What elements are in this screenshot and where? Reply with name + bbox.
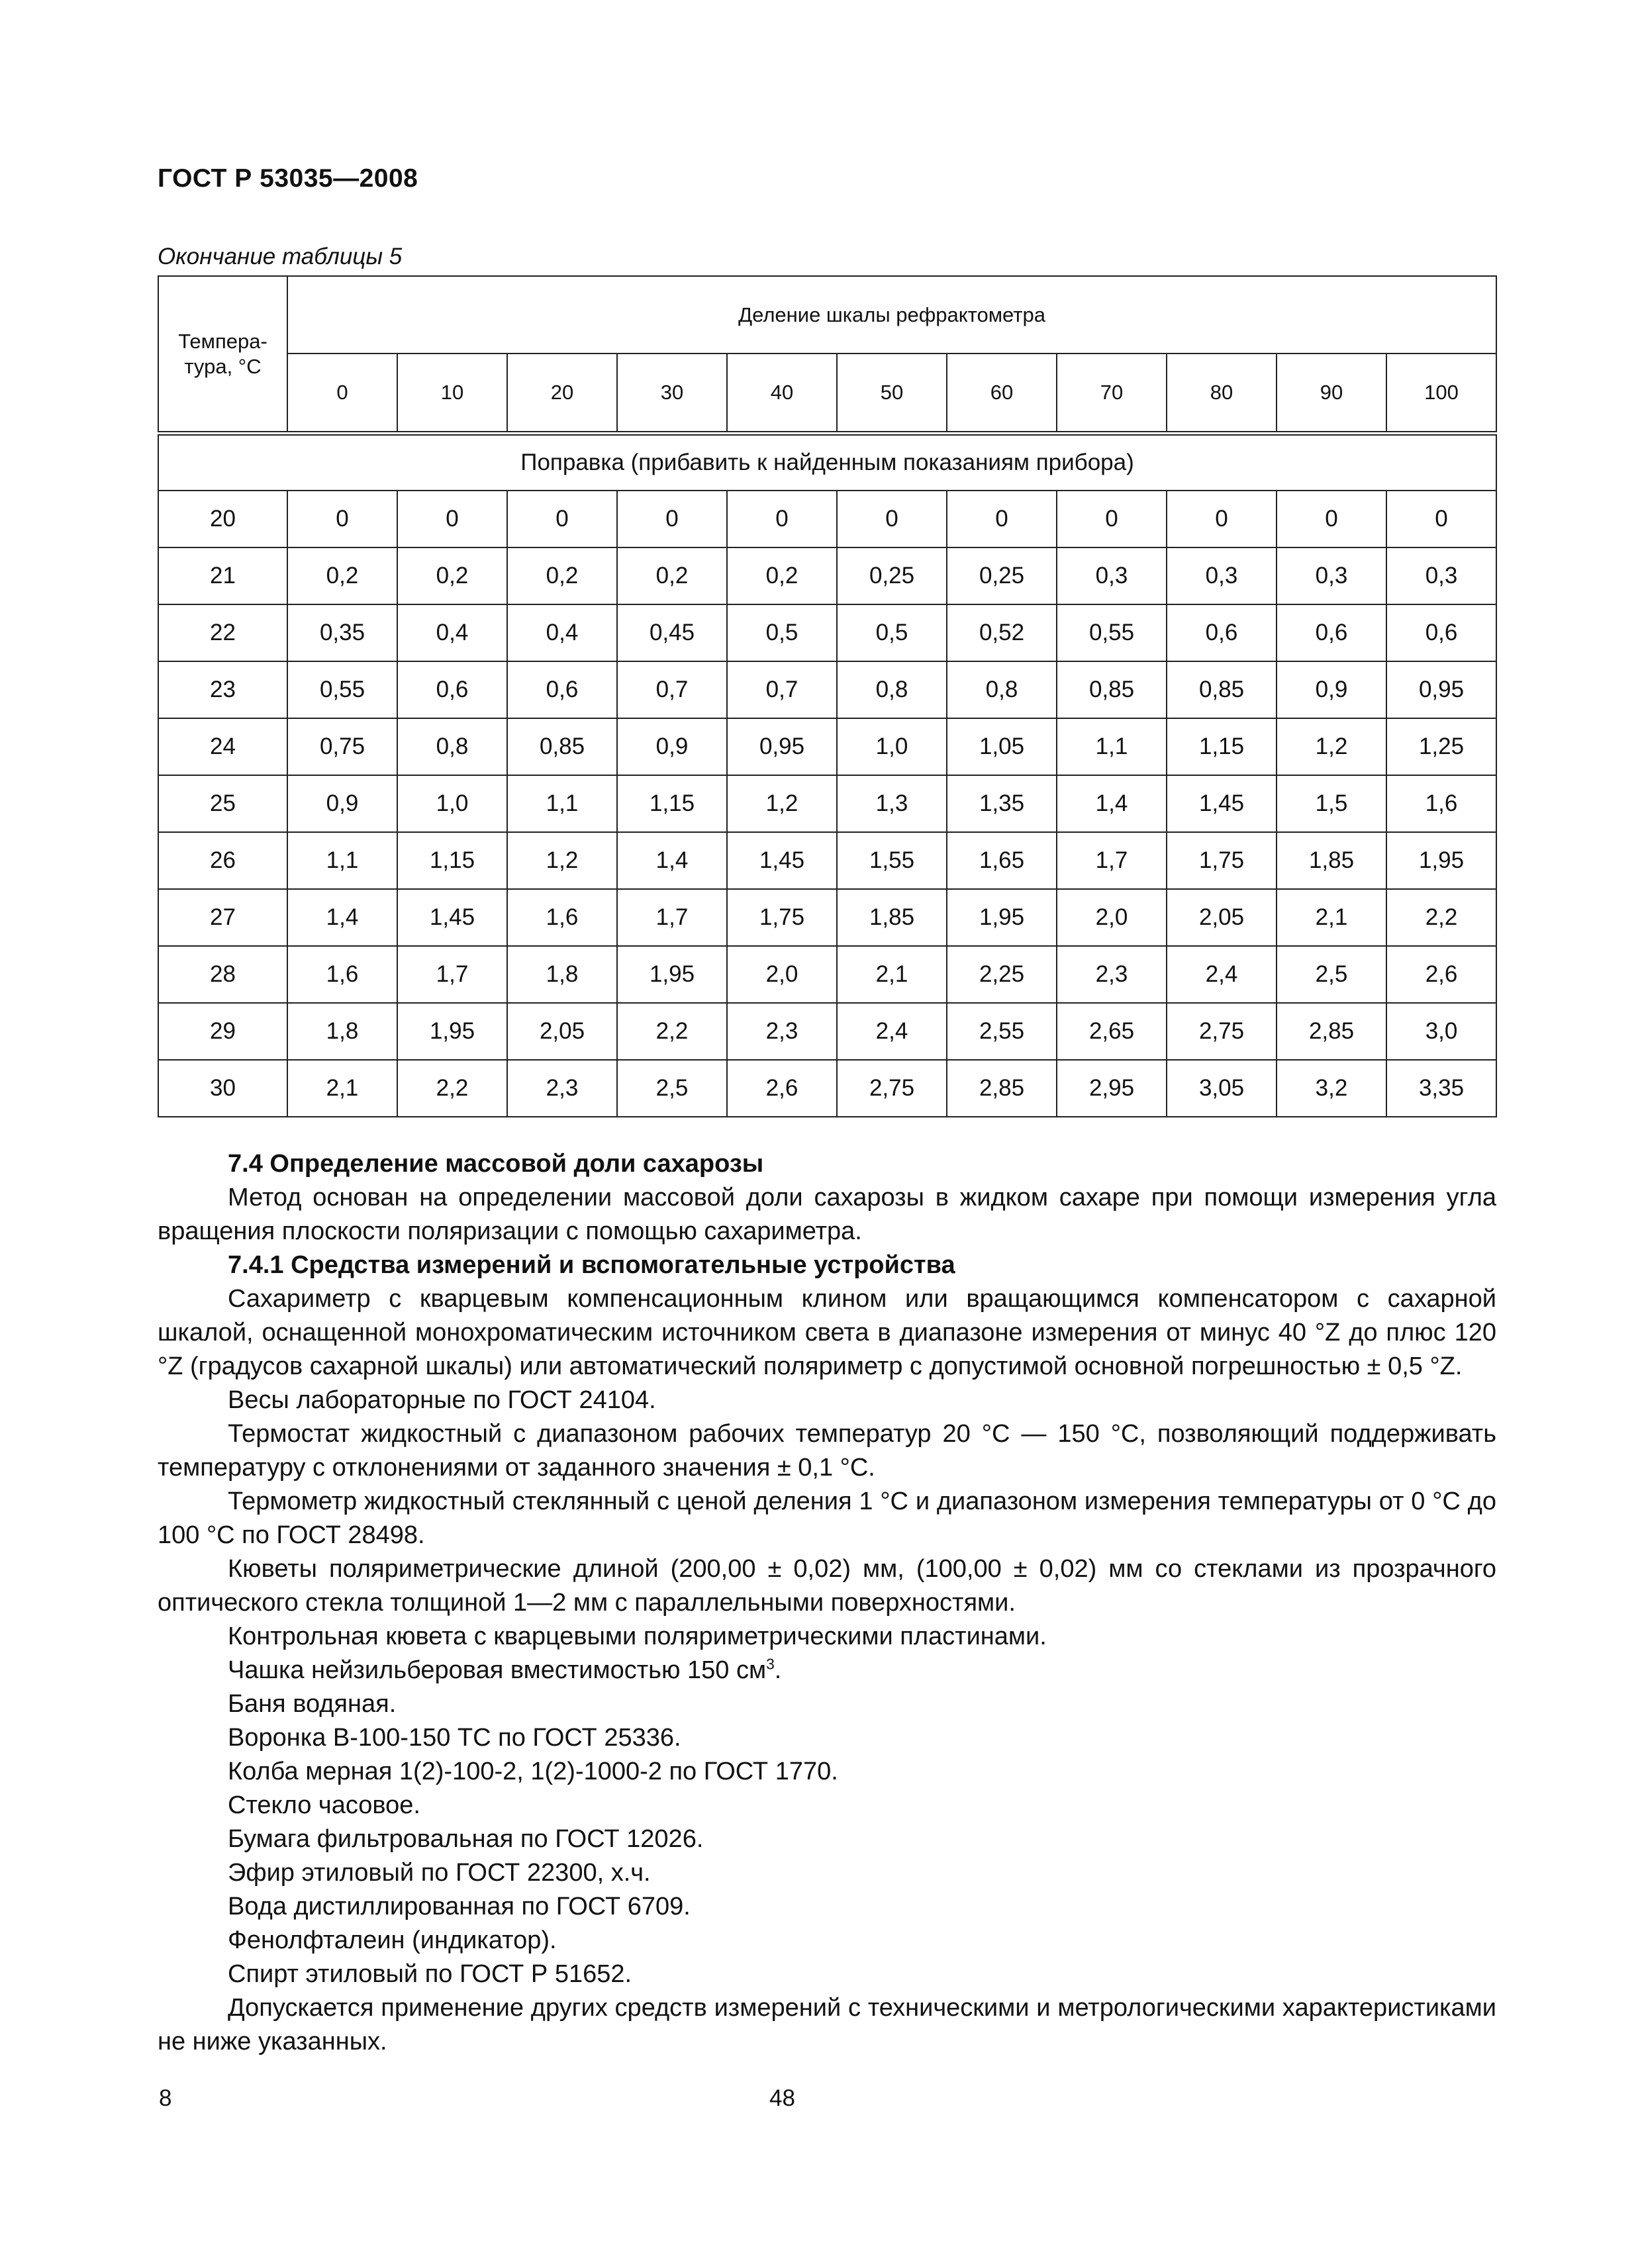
scale-values-row [158,354,1496,432]
correction-cell: 0,75 [287,718,397,775]
paragraph-paper: Бумага фильтровальная по ГОСТ 12026. [228,1825,704,1853]
refractometer-correction-table [158,275,1497,1117]
correction-cell: 0,7 [617,661,727,718]
correction-cell: 1,65 [947,832,1057,889]
correction-cell: 0,85 [507,718,617,775]
table-row [158,1060,1496,1117]
correction-cell: 1,45 [1167,775,1277,832]
correction-cell: 0,2 [287,547,397,604]
correction-cell: 1,4 [287,889,397,946]
paragraph-thermostat: Термостат жидкостный с диапазоном рабочих температур 20 °C — 150 °C, позволяющий поддерживать температуру с отклонениями от заданного значения ± 0,1 °C. [158,1420,1496,1482]
scale-division-header: Деление шкалы рефрактометра [287,276,1496,354]
correction-cell: 1,7 [397,946,507,1003]
correction-cell: 2,95 [1057,1060,1167,1117]
table-row [158,491,1496,547]
heading-7-4: 7.4 Определение массовой доли сахарозы [228,1150,764,1178]
correction-cell: 1,1 [507,775,617,832]
correction-cell: 0,25 [837,547,947,604]
correction-cell: 0 [947,491,1057,547]
correction-cell: 2,75 [837,1060,947,1117]
section-7-4 [158,1147,1496,2059]
correction-cell: 3,35 [1386,1060,1496,1117]
correction-cell: 2,2 [617,1003,727,1060]
correction-cell: 2,3 [727,1003,837,1060]
correction-cell: 0,6 [507,661,617,718]
temperature-cell: 26 [158,832,287,889]
correction-cell: 0 [837,491,947,547]
correction-cell: 1,4 [617,832,727,889]
correction-cell: 1,75 [1167,832,1277,889]
correction-cell: 3,05 [1167,1060,1277,1117]
temperature-column-header: Темпера- тура, °C [158,276,287,432]
correction-cell: 2,55 [947,1003,1057,1060]
correction-cell: 0,8 [837,661,947,718]
correction-cell: 1,95 [617,946,727,1003]
correction-cell: 0,6 [397,661,507,718]
correction-cell: 2,85 [947,1060,1057,1117]
correction-cell: 0,4 [507,604,617,661]
correction-cell: 0 [397,491,507,547]
correction-cell: 3,0 [1386,1003,1496,1060]
correction-cell: 1,45 [397,889,507,946]
correction-cell: 2,5 [617,1060,727,1117]
paragraph-cup: Чашка нейзильберовая вместимостью 150 $см^3$. [228,1655,782,1684]
correction-header: Поправка (прибавить к найденным показаниям прибора) [158,435,1496,491]
correction-cell: 2,1 [287,1060,397,1117]
correction-cell: 0 [507,491,617,547]
correction-cell: 1,1 [287,832,397,889]
correction-cell: 1,5 [1277,775,1386,832]
correction-cell: 1,25 [1386,718,1496,775]
scale-value-cell: 40 [727,354,837,432]
correction-cell: 1,95 [1386,832,1496,889]
correction-cell: 1,0 [837,718,947,775]
correction-cell: 1,2 [1277,718,1386,775]
correction-cell: 0,5 [837,604,947,661]
correction-cell: 0,95 [727,718,837,775]
paragraph-scales: Весы лабораторные по ГОСТ 24104. [228,1386,656,1414]
correction-cell: 0,25 [947,547,1057,604]
correction-cell: 2,1 [1277,889,1386,946]
correction-cell: 0,45 [617,604,727,661]
heading-7-4-1: 7.4.1 Средства измерений и вспомогательные устройства [228,1251,955,1279]
correction-cell: 0,85 [1167,661,1277,718]
paragraph-thermometer: Термометр жидкостный стеклянный с ценой деления 1 °C и диапазоном измерения температуры от 0 °C до 100 °C по ГОСТ 28498. [158,1488,1496,1549]
scale-value-cell: 100 [1386,354,1496,432]
paragraph-allowed: Допускается применение других средств измерений с техническими и метрологическими характеристиками не ниже указанных. [158,1994,1496,2055]
correction-cell: 1,0 [397,775,507,832]
correction-cell: 2,6 [727,1060,837,1117]
correction-cell: 1,1 [1057,718,1167,775]
correction-cell: 0,6 [1167,604,1277,661]
scale-value-cell: 20 [507,354,617,432]
correction-cell: 0,3 [1386,547,1496,604]
correction-cell: 1,6 [287,946,397,1003]
correction-cell: 1,15 [617,775,727,832]
temperature-cell: 21 [158,547,287,604]
correction-cell: 0 [727,491,837,547]
correction-cell: 2,0 [1057,889,1167,946]
correction-cell: 0,5 [727,604,837,661]
scale-value-cell: 0 [287,354,397,432]
temperature-cell: 27 [158,889,287,946]
correction-cell: 0 [1386,491,1496,547]
table-body [158,491,1496,1117]
scale-value-cell: 60 [947,354,1057,432]
correction-cell: 1,4 [1057,775,1167,832]
correction-cell: 2,85 [1277,1003,1386,1060]
correction-cell: 2,4 [1167,946,1277,1003]
correction-cell: 1,8 [287,1003,397,1060]
correction-cell: 0,55 [287,661,397,718]
correction-cell: 0,9 [287,775,397,832]
correction-cell: 0,3 [1277,547,1386,604]
correction-cell: 0,95 [1386,661,1496,718]
correction-cell: 1,85 [1277,832,1386,889]
correction-cell: 1,95 [947,889,1057,946]
correction-cell: 2,0 [727,946,837,1003]
document-header: ГОСТ Р 53035—2008 [158,164,418,193]
correction-cell: 0,2 [727,547,837,604]
paragraph-control-cuvette: Контрольная кювета с кварцевыми поляриметрическими пластинами. [228,1623,1047,1650]
table-row [158,946,1496,1003]
paragraph-bath: Баня водяная. [228,1690,397,1718]
correction-cell: 2,3 [1057,946,1167,1003]
temperature-cell: 24 [158,718,287,775]
correction-cell: 0,2 [507,547,617,604]
correction-cell: 2,65 [1057,1003,1167,1060]
correction-cell: 1,45 [727,832,837,889]
scale-value-cell: 90 [1277,354,1386,432]
paragraph-cuvettes: Кюветы поляриметрические длиной (200,00 ± 0,02) мм, (100,00 ± 0,02) мм со стеклами из прозрачного оптического стекла толщиной 1—2 мм с параллельными поверхностями. [158,1555,1496,1617]
correction-cell: 0,9 [617,718,727,775]
correction-cell: 0,4 [397,604,507,661]
temperature-cell: 23 [158,661,287,718]
correction-cell: 2,25 [947,946,1057,1003]
temperature-cell: 29 [158,1003,287,1060]
correction-cell: 2,5 [1277,946,1386,1003]
correction-cell: 2,3 [507,1060,617,1117]
correction-cell: 0,2 [397,547,507,604]
correction-cell: 2,1 [837,946,947,1003]
table-caption: Окончание таблицы 5 [158,244,403,269]
correction-cell: 2,05 [1167,889,1277,946]
temperature-cell: 25 [158,775,287,832]
correction-cell: 1,3 [837,775,947,832]
correction-cell: 0,8 [397,718,507,775]
table-row [158,547,1496,604]
paragraph-flask: Колба мерная 1(2)-100-2, 1(2)-1000-2 по ГОСТ 1770. [228,1758,838,1785]
correction-cell: 2,2 [1386,889,1496,946]
correction-cell: 0,6 [1277,604,1386,661]
table-row [158,775,1496,832]
correction-cell: 0,6 [1386,604,1496,661]
correction-cell: 1,95 [397,1003,507,1060]
temperature-cell: 28 [158,946,287,1003]
correction-cell: 1,6 [1386,775,1496,832]
scale-value-cell: 70 [1057,354,1167,432]
scale-value-cell: 80 [1167,354,1277,432]
correction-cell: 0,52 [947,604,1057,661]
correction-cell: 0,85 [1057,661,1167,718]
correction-cell: 1,15 [397,832,507,889]
correction-cell: 0,3 [1167,547,1277,604]
correction-cell: 0,55 [1057,604,1167,661]
paragraph-method: Метод основан на определении массовой доли сахарозы в жидком сахаре при помощи измерения угла вращения плоскости поляризации с помощью сахариметра. [158,1184,1496,1245]
table-row [158,604,1496,661]
correction-cell: 1,2 [727,775,837,832]
paragraph-phenolphthalein: Фенолфталеин (индикатор). [228,1926,557,1954]
correction-cell: 0 [287,491,397,547]
correction-cell: 1,85 [837,889,947,946]
table-row [158,1003,1496,1060]
correction-cell: 3,2 [1277,1060,1386,1117]
correction-cell: 0,2 [617,547,727,604]
correction-cell: 0 [617,491,727,547]
page-number-left: 8 [159,2085,172,2111]
paragraph-ether: Эфир этиловый по ГОСТ 22300, х.ч. [228,1859,651,1887]
page-number-center: 48 [769,2085,795,2111]
paragraph-alcohol: Спирт этиловый по ГОСТ Р 51652. [228,1960,632,1988]
paragraph-saccharimeter: Сахариметр с кварцевым компенсационным клином или вращающимся компенсатором с сахарной шкалой, оснащенной монохроматическим источником света в диапазоне измерения от минус 40 °Z до плюс 120 °Z (градусов сахарной шкалы) или автоматический поляриметр с допустимой основной погрешностью ± 0,5 °Z. [158,1285,1496,1380]
correction-cell: 0,8 [947,661,1057,718]
table-row [158,832,1496,889]
table-row [158,661,1496,718]
temperature-cell: 20 [158,491,287,547]
correction-cell: 0,9 [1277,661,1386,718]
correction-cell: 2,05 [507,1003,617,1060]
correction-cell: 0 [1277,491,1386,547]
correction-cell: 0,35 [287,604,397,661]
correction-cell: 0,7 [727,661,837,718]
correction-cell: 1,15 [1167,718,1277,775]
correction-cell: 1,7 [1057,832,1167,889]
correction-cell: 2,2 [397,1060,507,1117]
correction-cell: 1,75 [727,889,837,946]
scale-value-cell: 50 [837,354,947,432]
scale-value-cell: 30 [617,354,727,432]
paragraph-glass: Стекло часовое. [228,1791,420,1819]
paragraph-funnel: Воронка В-100-150 ТС по ГОСТ 25336. [228,1724,681,1752]
temperature-cell: 30 [158,1060,287,1117]
correction-cell: 1,8 [507,946,617,1003]
correction-cell: 0 [1057,491,1167,547]
correction-cell: 0 [1167,491,1277,547]
correction-cell: 2,6 [1386,946,1496,1003]
correction-cell: 1,2 [507,832,617,889]
scale-value-cell: 10 [397,354,507,432]
correction-cell: 1,05 [947,718,1057,775]
correction-cell: 2,4 [837,1003,947,1060]
correction-cell: 2,75 [1167,1003,1277,1060]
correction-cell: 1,35 [947,775,1057,832]
correction-cell: 1,7 [617,889,727,946]
correction-cell: 1,6 [507,889,617,946]
correction-cell: 0,3 [1057,547,1167,604]
table-row [158,889,1496,946]
temperature-cell: 22 [158,604,287,661]
paragraph-water: Вода дистиллированная по ГОСТ 6709. [228,1893,691,1920]
table-row [158,718,1496,775]
correction-cell: 1,55 [837,832,947,889]
